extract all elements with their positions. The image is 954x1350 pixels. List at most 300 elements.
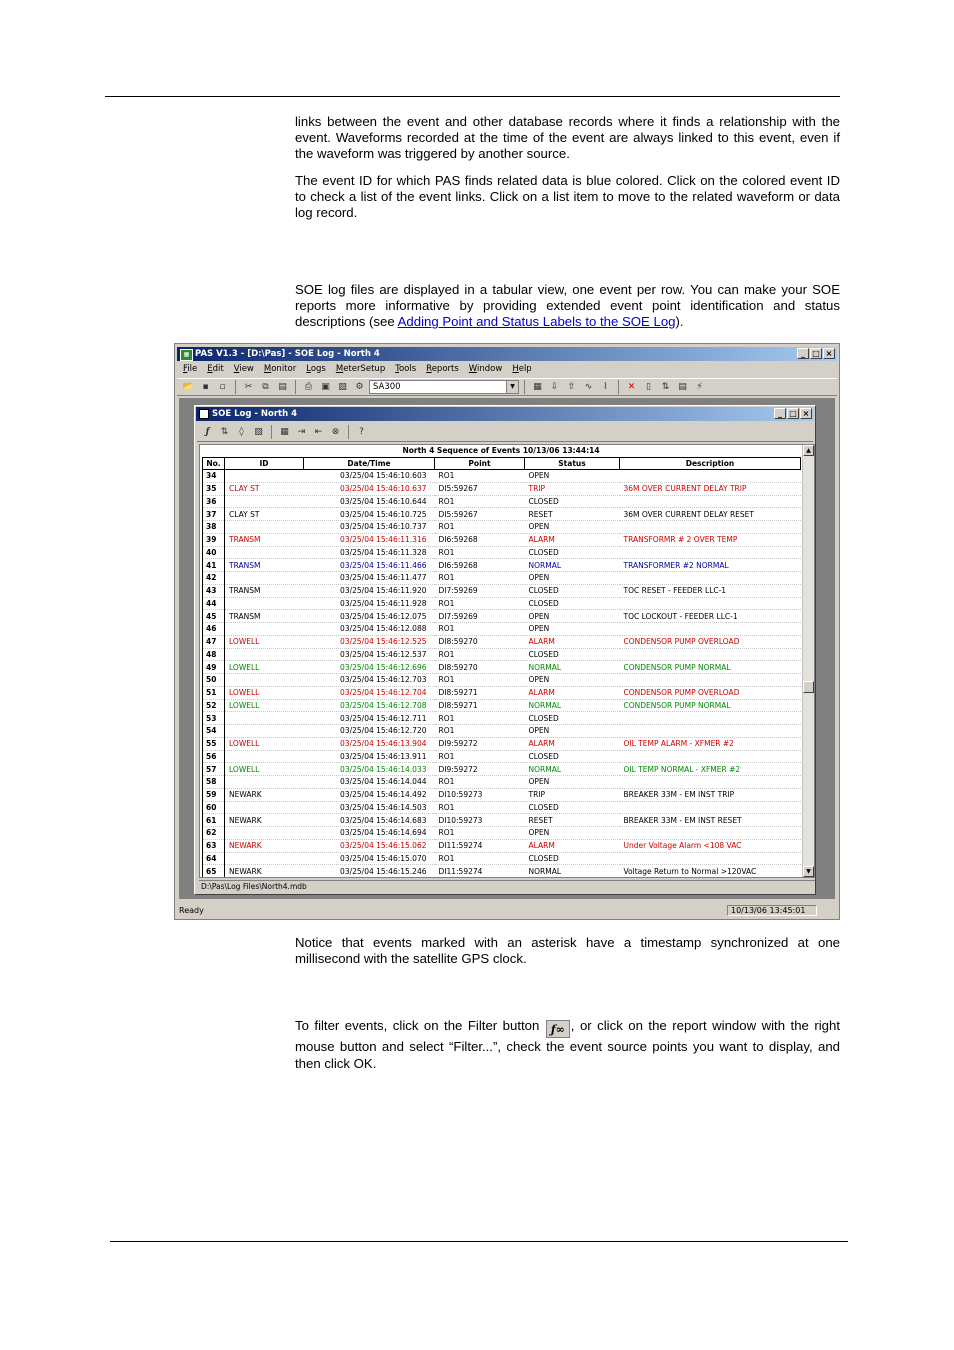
cell-id[interactable]: LOWELL [225, 699, 304, 712]
cell-no: 43 [203, 584, 225, 597]
menu-item-tools[interactable]: Tools [395, 364, 417, 374]
paragraph-event-id-colors: The event ID for which PAS finds related data is blue colored. Click on the colored event ID to check a list of the event links. Click on a list item to move to the related waveform or data log record. [295, 173, 840, 221]
scroll-down-icon[interactable]: ▼ [803, 866, 814, 877]
menu-item-logs[interactable]: Logs [306, 364, 326, 374]
main-toolbar [177, 378, 837, 396]
cell-no: 45 [203, 610, 225, 623]
table-row[interactable] [203, 470, 801, 483]
cell-no: 58 [203, 776, 225, 789]
cell-status: CLOSED [525, 584, 620, 597]
cell-description [620, 776, 801, 789]
cell-point: DI10:59273 [435, 788, 525, 801]
link-adding-point-labels[interactable]: Adding Point and Status Labels to the SOE Log [397, 314, 676, 330]
cell-id [225, 674, 304, 687]
child-toolbar [197, 423, 813, 442]
cell-description [620, 750, 801, 763]
cell-description: CONDENSOR PUMP OVERLOAD [620, 635, 801, 648]
cell-description: 36M OVER CURRENT DELAY TRIP [620, 482, 801, 495]
table-row[interactable] [203, 635, 801, 648]
cell-datetime: 03/25/04 15:46:14.044 [304, 776, 435, 789]
child-maximize-button[interactable]: □ [787, 408, 799, 419]
cell-point: RO1 [435, 776, 525, 789]
chevron-down-icon[interactable]: ▼ [506, 381, 518, 393]
toolbar-separator [524, 380, 525, 394]
cell-status: CLOSED [525, 648, 620, 661]
cell-point: RO1 [435, 597, 525, 610]
cell-status: OPEN [525, 470, 620, 483]
cell-id [225, 776, 304, 789]
cell-status: TRIP [525, 482, 620, 495]
cell-status: RESET [525, 814, 620, 827]
cell-datetime: 03/25/04 15:46:11.928 [304, 597, 435, 610]
cell-point: DI8:59271 [435, 686, 525, 699]
cell-description: BREAKER 33M - EM INST RESET [620, 814, 801, 827]
table-row[interactable] [203, 801, 801, 814]
cell-status: CLOSED [525, 546, 620, 559]
cell-id [225, 495, 304, 508]
table-row[interactable] [203, 674, 801, 687]
cell-no: 34 [203, 470, 225, 483]
sort-icon[interactable]: ⇅ [220, 427, 229, 437]
clear-icon[interactable]: ▯ [646, 382, 651, 392]
cell-id[interactable]: LOWELL [225, 661, 304, 674]
cell-datetime: 03/25/04 15:46:15.070 [304, 852, 435, 865]
cell-id[interactable]: TRANSM [225, 533, 304, 546]
cell-point: RO1 [435, 725, 525, 738]
column-header[interactable]: No. [203, 458, 225, 470]
cell-no: 39 [203, 533, 225, 546]
text-run: SOE log files are displayed in a tabular view, one event per row. You can make your SOE reports more informative by providing extended event point identification and status descriptions (see [295, 282, 840, 330]
cell-datetime: 03/25/04 15:46:14.492 [304, 788, 435, 801]
cell-no: 38 [203, 521, 225, 534]
scroll-thumb[interactable] [803, 681, 814, 693]
cell-no: 56 [203, 750, 225, 763]
table-row[interactable] [203, 814, 801, 827]
table-row[interactable] [203, 852, 801, 865]
table-row[interactable] [203, 699, 801, 712]
cell-id[interactable]: LOWELL [225, 635, 304, 648]
cell-point: DI8:59271 [435, 699, 525, 712]
cell-point: DI7:59269 [435, 610, 525, 623]
cell-id [225, 801, 304, 814]
cell-status: RESET [525, 508, 620, 521]
cell-no: 55 [203, 737, 225, 750]
table-row[interactable] [203, 686, 801, 699]
cell-point: DI9:59272 [435, 737, 525, 750]
cell-point: RO1 [435, 750, 525, 763]
cell-status: OPEN [525, 572, 620, 585]
cell-status: NORMAL [525, 699, 620, 712]
cell-no: 48 [203, 648, 225, 661]
cell-description: Voltage Return to Normal >120VAC [620, 865, 801, 878]
pas-window-screenshot [174, 343, 840, 920]
cell-status: OPEN [525, 674, 620, 687]
menu-item-view[interactable]: View [233, 364, 254, 374]
cell-datetime: 03/25/04 15:46:10.603 [304, 470, 435, 483]
next-icon[interactable]: ⇥ [297, 427, 306, 437]
pas-app-icon: ▦ [180, 349, 193, 361]
cell-no: 63 [203, 839, 225, 852]
cell-description [620, 623, 801, 636]
cell-no: 51 [203, 686, 225, 699]
cell-description [620, 648, 801, 661]
cell-status: OPEN [525, 610, 620, 623]
text-run: ). [675, 314, 684, 330]
print-icon[interactable]: ⎙ [304, 382, 313, 392]
column-header[interactable]: ID [225, 458, 304, 470]
cell-point: DI7:59269 [435, 584, 525, 597]
previous-icon[interactable]: ⇤ [314, 427, 323, 437]
scroll-up-icon[interactable]: ▲ [803, 445, 814, 456]
cell-datetime: 03/25/04 15:46:10.725 [304, 508, 435, 521]
cell-point: DI6:59268 [435, 533, 525, 546]
save-icon[interactable]: ▪ [202, 382, 209, 392]
menu-bar [177, 362, 837, 376]
cell-point: DI6:59268 [435, 559, 525, 572]
table-row[interactable] [203, 584, 801, 597]
cell-point: RO1 [435, 712, 525, 725]
cell-datetime [304, 878, 435, 879]
cell-point: RO1 [435, 495, 525, 508]
table-row[interactable] [203, 610, 801, 623]
cell-description: CONDENSOR PUMP NORMAL [620, 661, 801, 674]
cell-description [620, 674, 801, 687]
sort-icon[interactable]: ⇅ [661, 382, 670, 392]
cell-status: ALARM [525, 839, 620, 852]
cell-id [225, 546, 304, 559]
cell-datetime: 03/25/04 15:46:12.708 [304, 699, 435, 712]
cell-no: 64 [203, 852, 225, 865]
table-row[interactable] [203, 712, 801, 725]
table-header-row [203, 458, 801, 470]
cell-id[interactable]: LOWELL [225, 686, 304, 699]
log-file-path: D:\Pas\Log Files\North4.mdb [201, 882, 307, 891]
download-icon[interactable]: ⇩ [550, 382, 559, 392]
cell-datetime: 03/25/04 15:46:12.696 [304, 661, 435, 674]
cell-no: 49 [203, 661, 225, 674]
column-header[interactable]: Date/Time [304, 458, 435, 470]
filter-icon[interactable]: ƒ [205, 427, 210, 437]
cell-description [620, 597, 801, 610]
app-status-bar [177, 905, 837, 917]
cell-id [225, 623, 304, 636]
cell-id[interactable]: LOWELL [225, 737, 304, 750]
cell-id[interactable]: LOWELL [225, 763, 304, 776]
save-all-icon[interactable]: ▫ [219, 382, 226, 392]
cell-description: TRANSFORMR # 2 OVER TEMP [620, 533, 801, 546]
cell-point: RO1 [435, 623, 525, 636]
child-close-button[interactable]: × [800, 408, 812, 419]
toolbar-separator [295, 380, 296, 394]
cell-no: 53 [203, 712, 225, 725]
table-row[interactable] [203, 661, 801, 674]
cell-no: 57 [203, 763, 225, 776]
cell-no [203, 878, 225, 879]
table-row[interactable] [203, 495, 801, 508]
cell-datetime: 03/25/04 15:46:12.711 [304, 712, 435, 725]
cell-id[interactable]: TRANSM [225, 584, 304, 597]
cell-point: DI8:59270 [435, 661, 525, 674]
cell-datetime: 03/25/04 15:46:10.644 [304, 495, 435, 508]
cell-status: NORMAL [525, 763, 620, 776]
close-button[interactable]: × [823, 348, 835, 359]
cell-datetime: 03/25/04 15:46:10.737 [304, 521, 435, 534]
app-titlebar [177, 347, 837, 361]
cell-no: 40 [203, 546, 225, 559]
cell-no: 60 [203, 801, 225, 814]
cell-id [225, 878, 304, 879]
document-icon [199, 409, 209, 419]
cell-description [620, 712, 801, 725]
cell-description [620, 546, 801, 559]
properties-icon[interactable]: ▧ [338, 382, 347, 392]
cell-point: RO1 [435, 648, 525, 661]
cell-description: OIL TEMP ALARM - XFMER #2 [620, 737, 801, 750]
cell-point: RO1 [435, 674, 525, 687]
cell-id [225, 597, 304, 610]
cell-status: OPEN [525, 623, 620, 636]
cell-description [620, 470, 801, 483]
status-ready: Ready [179, 906, 204, 915]
table-row[interactable] [203, 865, 801, 878]
table-row[interactable] [203, 559, 801, 572]
cell-id[interactable]: NEWARK [225, 865, 304, 878]
cell-status: ALARM [525, 635, 620, 648]
table-row[interactable] [203, 788, 801, 801]
cell-id[interactable]: TRANSM [225, 559, 304, 572]
link-icon[interactable]: ◊ [239, 427, 244, 437]
trend-icon[interactable]: ⌇ [603, 382, 608, 392]
table-row[interactable] [203, 839, 801, 852]
cell-status [525, 878, 620, 879]
child-minimize-button[interactable]: _ [774, 408, 786, 419]
report-icon[interactable]: ▤ [678, 382, 687, 392]
menu-item-metersetup[interactable]: MeterSetup [335, 364, 386, 374]
menu-item-window[interactable]: Window [468, 364, 503, 374]
cell-id[interactable]: NEWARK [225, 814, 304, 827]
cell-point: DI8:59270 [435, 635, 525, 648]
soe-report-grid[interactable] [199, 444, 815, 878]
connect-icon[interactable]: ⚙ [355, 382, 364, 392]
column-header[interactable]: Status [525, 458, 620, 470]
cell-point: DI9:59272 [435, 763, 525, 776]
gen-icon[interactable]: ⚡ [696, 382, 703, 392]
waveform-icon[interactable]: ∿ [584, 382, 593, 392]
cell-id[interactable]: CLAY ST [225, 508, 304, 521]
cell-no: 36 [203, 495, 225, 508]
cell-status: OPEN [525, 827, 620, 840]
soe-log-window [194, 405, 816, 895]
paragraph-asterisk-note: Notice that events marked with an asterisk have a timestamp synchronized at one millisecond with the satellite GPS clock. [295, 935, 840, 967]
cell-id [225, 750, 304, 763]
cell-point: RO1 [435, 521, 525, 534]
child-title: SOE Log - North 4 [212, 409, 298, 419]
table-row[interactable] [203, 521, 801, 534]
header-rule [105, 96, 840, 97]
table-row[interactable] [203, 623, 801, 636]
cell-datetime: 03/25/04 15:46:11.466 [304, 559, 435, 572]
cell-status: OPEN [525, 725, 620, 738]
cell-id [225, 725, 304, 738]
cell-point: DI11:59274 [435, 839, 525, 852]
paste-icon[interactable]: ▤ [278, 382, 287, 392]
column-header[interactable]: Point [435, 458, 525, 470]
child-status-bar [199, 880, 815, 891]
cell-id [225, 712, 304, 725]
table-row[interactable] [203, 546, 801, 559]
cell-point: RO1 [435, 470, 525, 483]
cut-icon[interactable]: ✂ [244, 382, 253, 392]
cell-description [620, 852, 801, 865]
paragraph-soe-tabular [295, 282, 840, 331]
table-row[interactable] [203, 750, 801, 763]
cell-no: 41 [203, 559, 225, 572]
copy-icon[interactable]: ⧉ [262, 382, 269, 392]
cell-datetime: 03/25/04 15:46:11.920 [304, 584, 435, 597]
vertical-scrollbar[interactable] [802, 445, 814, 877]
preview-icon[interactable]: ▣ [321, 382, 330, 392]
cell-no: 61 [203, 814, 225, 827]
table-row[interactable] [203, 648, 801, 661]
cell-no: 54 [203, 725, 225, 738]
cell-status: TRIP [525, 788, 620, 801]
table-row[interactable] [203, 508, 801, 521]
text-run: , or click on the report window with the right mouse button and select “Filter...”, check the event source points you want to display, and then click OK. [295, 1018, 841, 1071]
table-row[interactable] [203, 737, 801, 750]
minimize-button[interactable]: _ [797, 348, 809, 359]
menu-item-reports[interactable]: Reports [426, 364, 459, 374]
grid-icon[interactable]: ▦ [533, 382, 542, 392]
cell-status: CLOSED [525, 495, 620, 508]
cell-description [620, 725, 801, 738]
child-titlebar [196, 407, 814, 421]
cell-datetime: 03/25/04 15:46:11.328 [304, 546, 435, 559]
footer-rule [110, 1241, 848, 1242]
cell-datetime: 03/25/04 15:46:14.683 [304, 814, 435, 827]
paragraph-event-links: links between the event and other database records where it finds a relationship with the event. Waveforms recorded at the time of the event are always linked to this event, even if the waveform was triggered by another source. [295, 114, 840, 162]
maximize-button[interactable]: □ [810, 348, 822, 359]
cell-id[interactable]: NEWARK [225, 839, 304, 852]
cell-datetime: 03/25/04 15:46:13.904 [304, 737, 435, 750]
table-row[interactable] [203, 776, 801, 789]
cell-id [225, 572, 304, 585]
cell-description: BREAKER 33M - EM INST TRIP [620, 788, 801, 801]
soe-table [202, 457, 801, 878]
cell-status: ALARM [525, 533, 620, 546]
cell-id [225, 852, 304, 865]
cell-id[interactable]: TRANSM [225, 610, 304, 623]
cell-point: RO1 [435, 852, 525, 865]
open-folder-icon[interactable]: 📂 [182, 382, 195, 392]
status-clock: 10/13/06 13:45:01 [727, 905, 817, 916]
cell-description [620, 827, 801, 840]
cell-status: NORMAL [525, 559, 620, 572]
cell-datetime: 03/25/04 15:46:12.704 [304, 686, 435, 699]
mdi-client [179, 398, 835, 899]
cell-description: TOC LOCKOUT - FEEDER LLC-1 [620, 610, 801, 623]
cell-status: OPEN [525, 776, 620, 789]
cell-point: DI10:59273 [435, 814, 525, 827]
toolbar-separator [271, 425, 272, 439]
table-row[interactable] [203, 725, 801, 738]
cell-datetime: 03/25/04 15:46:12.088 [304, 623, 435, 636]
table-row[interactable] [203, 572, 801, 585]
cell-datetime: 03/25/04 15:46:14.503 [304, 801, 435, 814]
cell-description [620, 572, 801, 585]
cell-datetime: 03/25/04 15:46:15.246 [304, 865, 435, 878]
help-icon[interactable]: ? [359, 427, 364, 437]
cell-id[interactable]: CLAY ST [225, 482, 304, 495]
cell-id [225, 648, 304, 661]
table-row[interactable] [203, 827, 801, 840]
cell-id [225, 521, 304, 534]
cell-status: ALARM [525, 737, 620, 750]
cell-datetime: 03/25/04 15:46:12.075 [304, 610, 435, 623]
menu-item-file[interactable]: File [183, 364, 198, 374]
cell-datetime: 03/25/04 15:46:14.694 [304, 827, 435, 840]
cell-no: 52 [203, 699, 225, 712]
menu-item-help[interactable]: Help [512, 364, 532, 374]
cell-id[interactable]: NEWARK [225, 788, 304, 801]
cell-status: CLOSED [525, 750, 620, 763]
table-row[interactable] [203, 482, 801, 495]
text-run: To filter events, click on the Filter button [295, 1018, 545, 1033]
table-row[interactable] [203, 878, 801, 879]
cell-status: CLOSED [525, 712, 620, 725]
cell-id [225, 470, 304, 483]
cell-point: DI5:59267 [435, 482, 525, 495]
upload-icon[interactable]: ⇧ [567, 382, 576, 392]
cell-description [620, 801, 801, 814]
column-header[interactable]: Description [620, 458, 801, 470]
delete-icon[interactable]: ✕ [627, 382, 636, 392]
cell-no: 42 [203, 572, 225, 585]
cell-description: Under Voltage Alarm <108 VAC [620, 839, 801, 852]
filter-button-icon: ƒ∞ [546, 1020, 570, 1038]
cell-datetime: 03/25/04 15:46:12.703 [304, 674, 435, 687]
cell-no: 47 [203, 635, 225, 648]
toolbar-separator [235, 380, 236, 394]
cell-datetime: 03/25/04 15:46:10.637 [304, 482, 435, 495]
table-row[interactable] [203, 597, 801, 610]
cell-no: 50 [203, 674, 225, 687]
device-select[interactable] [369, 380, 519, 394]
cell-no: 37 [203, 508, 225, 521]
menu-item-edit[interactable]: Edit [207, 364, 224, 374]
cell-datetime: 03/25/04 15:46:11.477 [304, 572, 435, 585]
menu-item-monitor[interactable]: Monitor [263, 364, 297, 374]
child-window-controls [774, 408, 812, 419]
cell-datetime: 03/25/04 15:46:12.537 [304, 648, 435, 661]
report-title: North 4 Sequence of Events 10/13/06 13:44:14 [402, 446, 600, 455]
cell-datetime: 03/25/04 15:46:13.911 [304, 750, 435, 763]
cell-no: 65 [203, 865, 225, 878]
stop-icon[interactable]: ⊗ [331, 427, 340, 437]
cell-status: CLOSED [525, 801, 620, 814]
cell-point: RO1 [435, 572, 525, 585]
table-row[interactable] [203, 763, 801, 776]
window-controls [797, 348, 835, 359]
cell-description: OIL TEMP NORMAL - XFMER #2 [620, 763, 801, 776]
cell-datetime: 03/25/04 15:46:15.062 [304, 839, 435, 852]
find-icon[interactable]: ▦ [280, 427, 289, 437]
paragraph-filter-events [295, 1017, 840, 1072]
cell-description: CONDENSOR PUMP OVERLOAD [620, 686, 801, 699]
export-icon[interactable]: ▧ [254, 427, 263, 437]
cell-id [225, 827, 304, 840]
table-row[interactable] [203, 533, 801, 546]
table-body [203, 470, 801, 879]
